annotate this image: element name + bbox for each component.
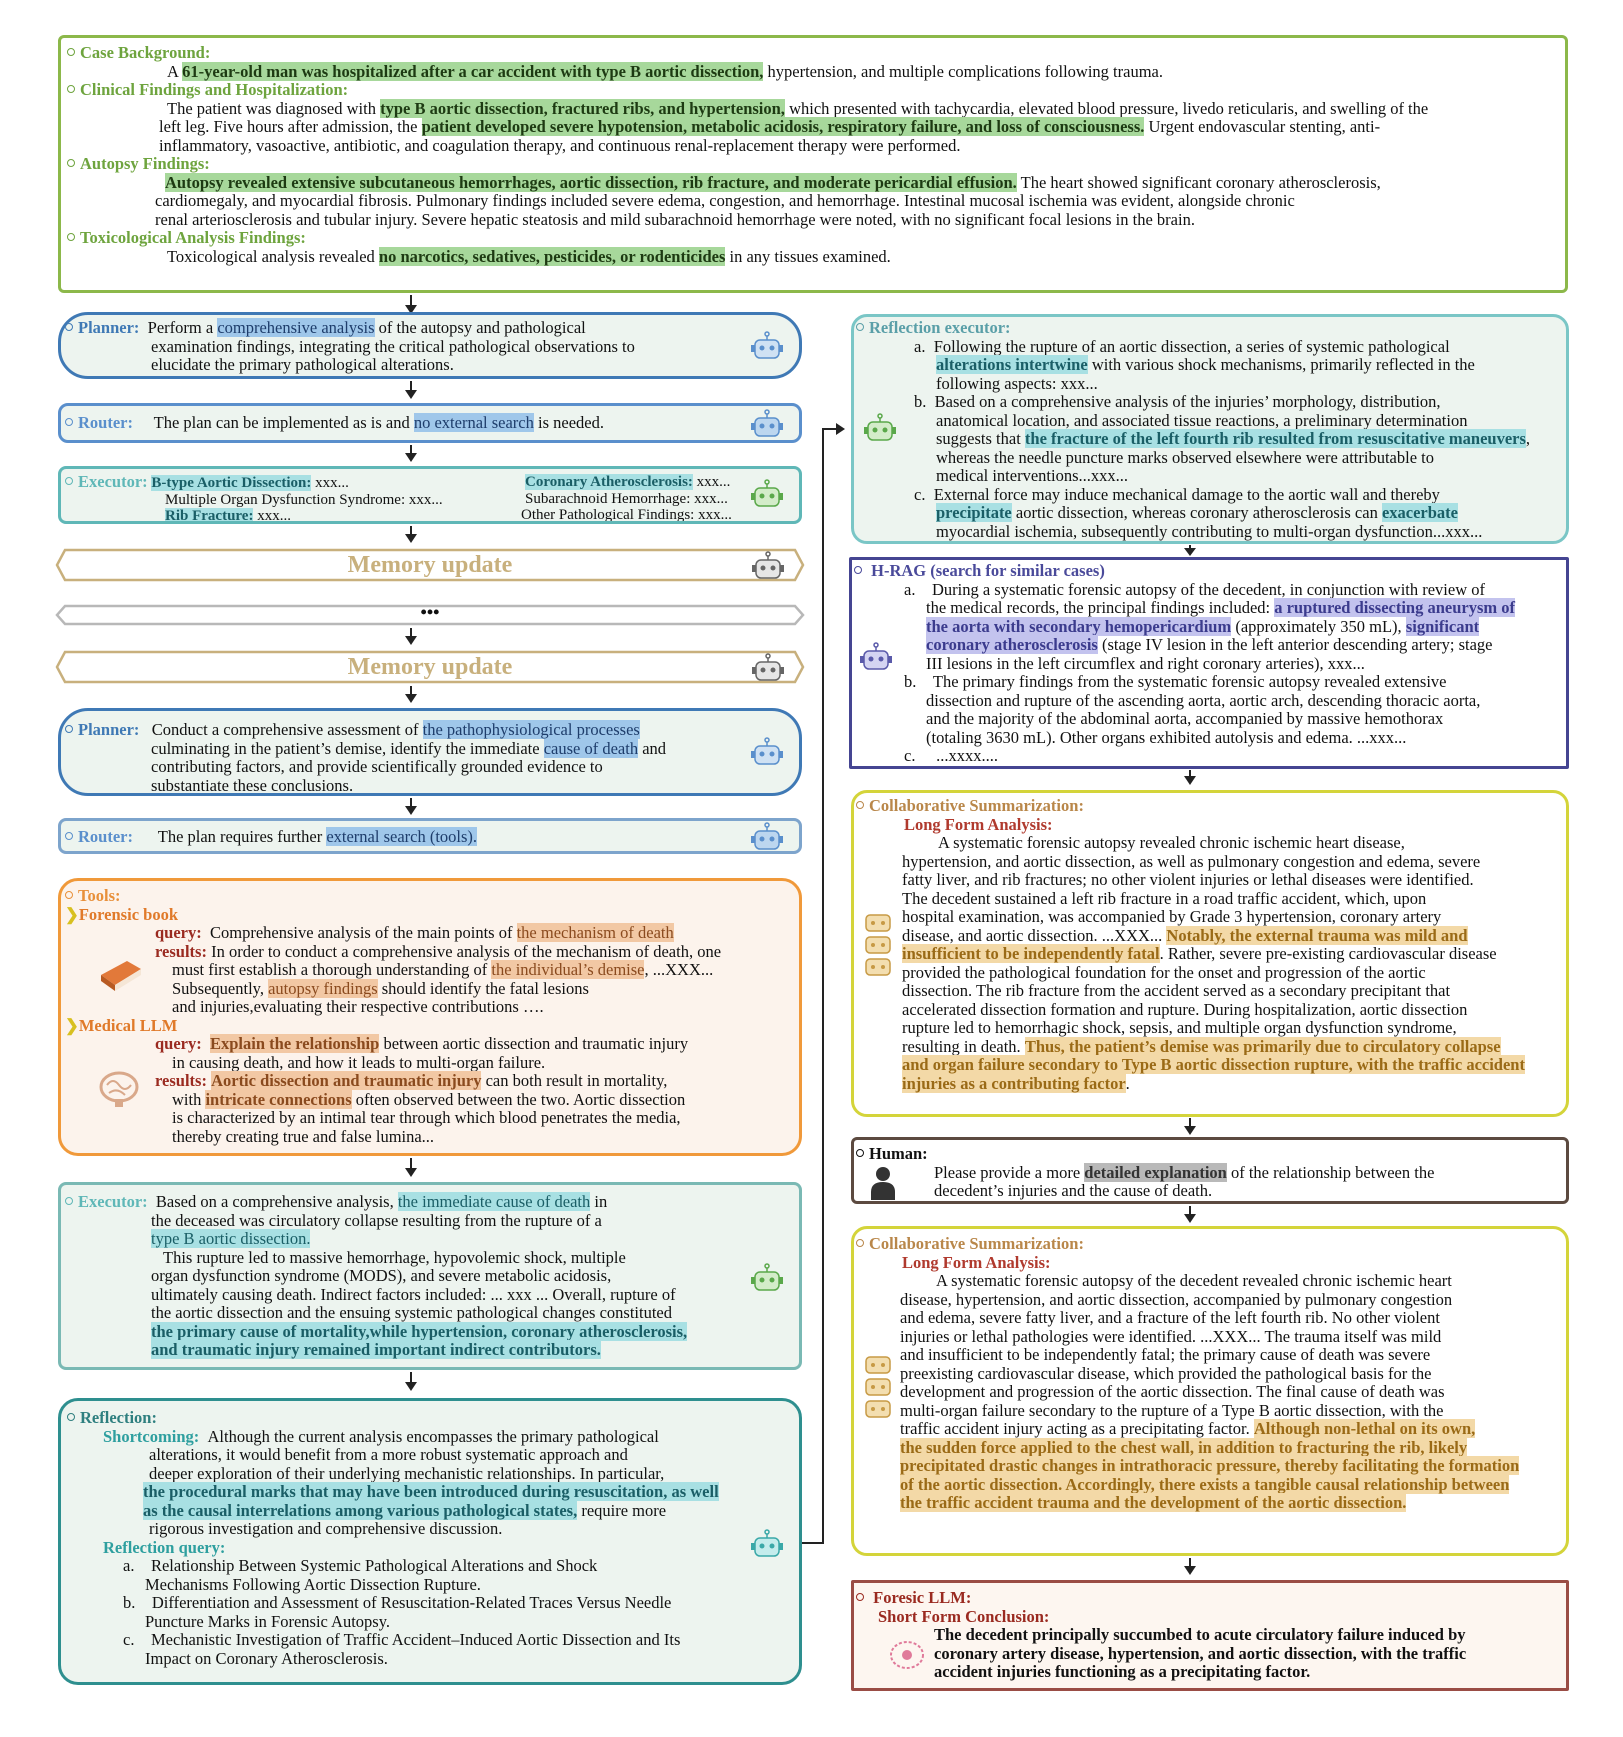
robot-icon — [751, 479, 783, 509]
brain-icon — [888, 1638, 926, 1672]
person-icon — [870, 1166, 896, 1200]
human-panel: Human: Please provide a more detailed explanation of the relationship between the decedent’s injuries and the cause of death. — [851, 1137, 1569, 1204]
hrag-panel: H-RAG (search for similar cases) a. During a systematic forensic autopsy of the decedent, in conjunction with review of the medical records, the principal findings included: a ruptured dissecting aneurysm of the aorta with secondary hemopericardium (approximately 350 mL), significant coronary atherosclerosis (stage IV lesion in the left anterior descending artery; stage III lesions in the left circumflex and right coronary arteries), xxx... b. The primary findings from the systematic forensic autopsy revealed extensive dissection and rupture of the ascending aorta, aortic arch, descending thoracic aorta, and the majority of the abdominal aorta, accompanied by massive hemothorax (totaling 3630 mL). Other organs exhibited autolysis and edema. ...xxx... c. ...xxxx.... — [849, 557, 1569, 769]
robot-icon — [752, 653, 784, 683]
case-background-heading: Case Background: — [67, 44, 1557, 63]
robot-icon — [751, 1263, 783, 1293]
robot-icon — [751, 737, 783, 767]
robot-icon — [751, 822, 783, 852]
executor-2: Executor: Based on a comprehensive analysis, the immediate cause of death in the deceased was circulatory collapse resulting from the rupture of a type B aortic dissection. This rupture led to massive hemorrhage, hypovolemic shock, multiple organ dysfunction syndrome (MODS), and severe metabolic acidosis, ultimately causing death. Indirect factors included: ... xxx ... Overall, rupture of the aortic dissection and the ensuing systemic pathological changes constituted the primary cause of mortality,while hypertension, coronary atherosclerosis, and traumatic injury remained important indirect contributors. — [58, 1182, 802, 1370]
medical-llm-label: ❯Medical LLM — [65, 1015, 178, 1035]
robot-icon — [752, 551, 784, 581]
team-robot-icon — [860, 1353, 896, 1425]
router-2: Router: The plan requires further external search (tools). — [58, 818, 802, 854]
reflection-executor: Reflection executor: a. Following the rupture of an aortic dissection, a series of systemic pathological alterations intertwine with various shock mechanisms, primarily reflected in the following aspects: xxx... b. Based on a comprehensive analysis of the injuries’ morphology, distribution, anatomical location, and associated tissue reactions, a preliminary determination suggests that the fracture of the left fourth rib resulted from resuscitative maneuvers, whereas the needle puncture marks observed elsewhere were attributable to medical interventions...xxx... c. External force may induce mechanical damage to the aortic wall and thereby precipitate aortic dissection, whereas coronary atherosclerosis can exacerbate myocardial ischemia, subsequently contributing to multi-organ dysfunction...xxx... — [851, 314, 1569, 544]
toxicology-heading: Toxicological Analysis Findings: — [67, 229, 1557, 248]
forensic-llm-panel: Foresic LLM: Short Form Conclusion: The decedent principally succumbed to acute circulatory failure induced by coronary artery disease, hypertension, and aortic dissection, with the traffic accident injuries functioning as a precipitating factor. — [851, 1580, 1569, 1691]
collaborative-summary-1: Collaborative Summarization: Long Form Analysis: A systematic forensic autopsy revealed chronic ischemic heart disease, hypertension, and aortic dissection, as well as pulmonary congestion and edema, severe fatty liver, and rib fractures; no other violent injuries or lethal diseases were identified. The decedent sustained a left rib fracture in a road traffic accident, which, upon hospital examination, was accompanied by Grade 3 hypertension, coronary artery disease, and aortic dissection. ...XXX... Notably, the external trauma was mild and insufficient to be independently fatal. Rather, severe pre-existing cardiovascular disease provided the pathological foundation for the onset and progression of the aortic dissection. The rib fracture from the accident served as a secondary precipitant that accelerated dissection formation and rupture. During hospitalization, aortic dissection rupture led to hemorrhagic shock, sepsis, and multiple organ dysfunction syndrome, resulting in death. Thus, the patient’s demise was primarily due to circulatory collapse and organ failure secondary to Type B aortic dissection rupture, with the traffic accident injuries as a contributing factor. — [851, 790, 1569, 1117]
brain-icon — [97, 1069, 143, 1109]
robot-icon — [751, 409, 783, 439]
memory-update-1: Memory update — [347, 552, 513, 578]
connector-line — [802, 1542, 824, 1544]
router-1: Router: The plan can be implemented as is and no external search is needed. — [58, 403, 802, 443]
ellipsis: ••• — [420, 602, 440, 622]
autopsy-findings-heading: Autopsy Findings: — [67, 155, 1557, 174]
reflection-heading: Reflection: — [67, 1409, 797, 1428]
book-icon — [97, 953, 143, 993]
planner-2: Planner: Conduct a comprehensive assessment of the pathophysiological processes culminating in the patient’s demise, identify the immediate cause of death and contributing factors, and provide scientifically grounded evidence to substantiate these conclusions. — [58, 708, 802, 796]
case-background-panel: Case Background: A 61-year-old man was hospitalized after a car accident with type B aortic dissection, hypertension, and multiple complications following trauma. Clinical Findings and Hospitalization: The patient was diagnosed with type B aortic dissection, fractured ribs, and hypertension, which presented with tachycardia, elevated blood pressure, livedo reticularis, and swelling of the left leg. Five hours after admission, the patient developed severe hypotension, metabolic acidosis, respiratory failure, and loss of consciousness. Urgent endovascular stenting, anti- inflammatory, vasoactive, antibiotic, and coagulation therapy, and continuous renal-replacement therapy were performed. Autopsy Findings: Autopsy revealed extensive subcutaneous hemorrhages, aortic dissection, rib fracture, and moderate pericardial effusion. The heart showed significant coronary atherosclerosis, cardiomegaly, and myocardial fibrosis. Pulmonary findings included severe edema, congestion, and hemorrhage. Intestinal mucosal ischemia was evident, alongside chronic renal arteriosclerosis and tubular injury. Severe hepatic steatosis and mild subarachnoid hemorrhage were noted, with no significant focal lesions in the brain. Toxicological Analysis Findings: Toxicological analysis revealed no narcotics, sedatives, pesticides, or rodenticides in any tissues examined. — [58, 35, 1568, 293]
robot-icon — [751, 331, 783, 361]
memory-update-2: Memory update — [347, 654, 513, 680]
planner-1: Planner: Perform a comprehensive analysis of the autopsy and pathological examination findings, integrating the critical pathological observations to elucidate the primary pathological alterations. — [58, 312, 802, 379]
forensic-book-label: ❯Forensic book — [65, 904, 178, 924]
robot-icon — [860, 642, 892, 672]
tools-heading: Tools: — [65, 887, 795, 906]
executor-1: Executor: B-type Aortic Dissection: xxx... Multiple Organ Dysfunction Syndrome: xxx... Rib Fracture: xxx... Coronary Atherosclerosis: xxx... Subarachnoid Hemorrhage: xxx... Other Pathological Findings: xxx... — [58, 466, 802, 524]
reflection-panel: Reflection: Shortcoming: Although the current analysis encompasses the primary pathological alterations, it would benefit from a more robust systematic approach and deeper exploration of their underlying mechanistic relationships. In particular, the procedural marks that may have been introduced during resuscitation, as well as the causal interrelations among various pathological states, require more rigorous investigation and comprehensive discussion. Reflection query: a. Relationship Between Systemic Pathological Alterations and Shock Mechanisms Following Aortic Dissection Rupture. b. Differentiation and Assessment of Resuscitation-Related Traces Versus Needle Puncture Marks in Forensic Autopsy. c. Mechanistic Investigation of Traffic Accident–Induced Aortic Dissection and Its Impact on Coronary Atherosclerosis. — [58, 1398, 802, 1685]
robot-icon — [751, 1529, 783, 1559]
collaborative-summary-2: Collaborative Summarization: Long Form Analysis: A systematic forensic autopsy of the decedent revealed chronic ischemic heart disease, hypertension, and aortic dissection, accompanied by pulmonary congestion and edema, severe fatty liver, and a fracture of the left fourth rib. No other violent injuries or lethal pathologies were identified. ...XXX... The trauma itself was mild and insufficient to be independently fatal; the primary cause of death was severe preexisting cardiovascular disease, which provided the pathological basis for the development and progression of the aortic dissection. The final cause of death was multi-organ failure secondary to the rupture of a Type B aortic dissection, with the traffic accident injury acting as a precipitating factor. Although non-lethal on its own, the sudden force applied to the chest wall, in addition to fracturing the rib, likely precipitated drastic changes in intrathoracic pressure, thereby facilitating the formation of the aortic dissection. Accordingly, there exists a tangible causal relationship between the traffic accident trauma and the development of the aortic dissection. — [851, 1226, 1569, 1556]
team-robot-icon — [860, 911, 896, 983]
robot-icon — [864, 413, 896, 443]
tools-panel: Tools: ❯Forensic book query: Comprehensive analysis of the main points of the mechanism of death results: In order to conduct a comprehensive analysis of the mechanism of death, one must first establish a thorough understanding of the individual’s demise, ...XXX... Subsequently, autopsy findings should identify the fatal lesions and injuries,evaluating their respective contributions …. ❯Medical LLM query: Explain the relationship between aortic dissection and traumatic injury in causing death, and how it leads to multi-organ failure. results: Aortic dissection and traumatic injury can both result in mortality, with intricate connections often observed between the two. Aortic dissection is characterized by an intimal tear through which blood penetrates the media, thereby creating true and false lumina... — [58, 878, 802, 1156]
chevron-icon: ❯ — [65, 904, 79, 924]
chevron-icon: ❯ — [65, 1015, 79, 1035]
clinical-findings-heading: Clinical Findings and Hospitalization: — [67, 81, 1557, 100]
